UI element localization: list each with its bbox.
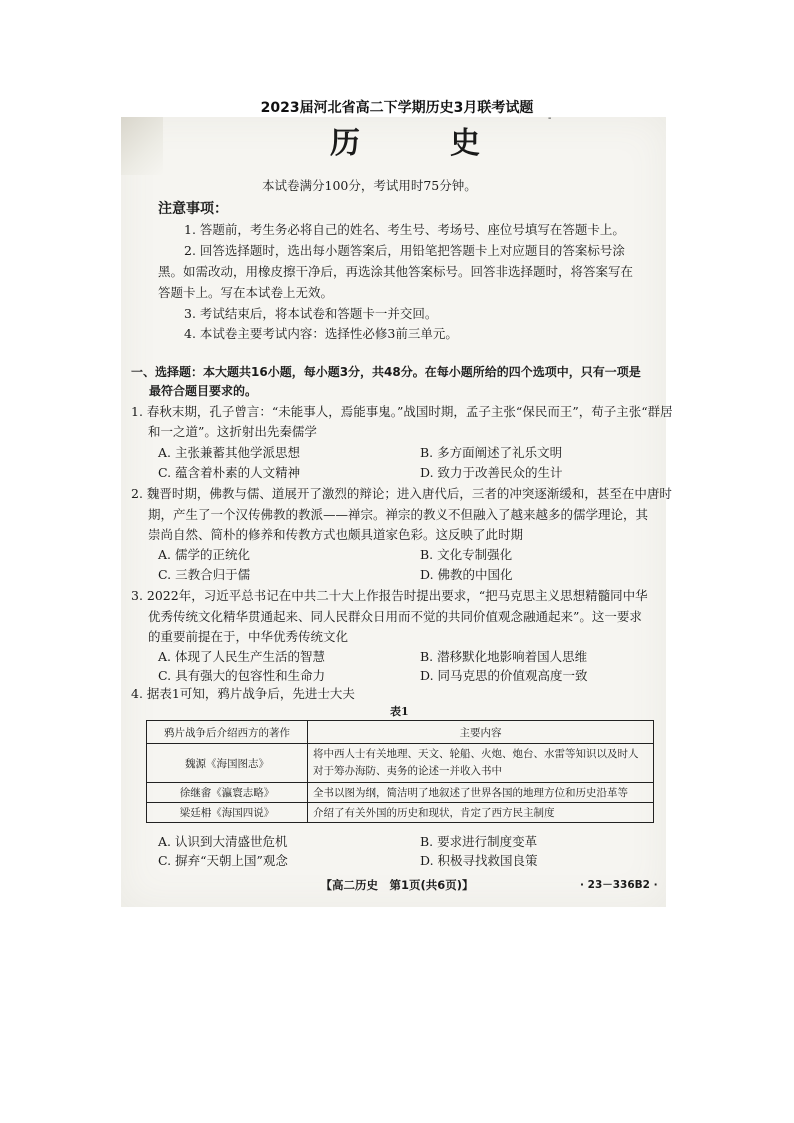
- notice-heading: 注意事项：: [158, 201, 228, 217]
- notice-line: 答题卡上。写在本试卷上无效。: [158, 285, 334, 300]
- question-text: 和一之道”。这折射出先秦儒学: [148, 424, 317, 439]
- option-d[interactable]: D. 致力于改善民众的生计: [420, 465, 563, 480]
- option-c[interactable]: C. 蕴含着朴素的人文精神: [158, 465, 301, 480]
- table-cell-content: 将中西人士有关地理、天文、轮船、火炮、炮台、水雷等知识以及时人对于筹办海防、夷务的论述一并收入书中: [308, 744, 654, 783]
- table-row: [147, 803, 654, 823]
- notice-line: 黑。如需改动，用橡皮擦干净后，再选涂其他答案标号。回答非选择题时，将答案写在: [158, 264, 634, 279]
- table-header: 主要内容: [308, 721, 654, 744]
- scan-corner-shadow: [121, 117, 163, 175]
- question-text: 2. 魏晋时期，佛教与儒、道展开了激烈的辩论；进入唐代后，三者的冲突逐渐缓和，甚至在中唐时: [131, 486, 672, 501]
- table-cell-book: 徐继畬《瀛寰志略》: [147, 783, 308, 803]
- table-row: [147, 744, 654, 783]
- question-text: 优秀传统文化精华贯通起来、同人民群众日用而不觉的共同价值观念融通起来”。这一要求: [148, 609, 642, 624]
- question-text: 的重要前提在于，中华优秀传统文化: [148, 629, 349, 644]
- notice-line: 2. 回答选择题时，选出每小题答案后，用铅笔把答题卡上对应题目的答案标号涂: [184, 243, 625, 258]
- question-text: 期，产生了一个汉传佛教的教派——禅宗。禅宗的教义不但融入了越来越多的儒学理论，其: [148, 507, 649, 522]
- table-1: [146, 720, 654, 823]
- question-text: 4. 据表1可知，鸦片战争后，先进士大夫: [131, 686, 355, 701]
- option-a[interactable]: A. 认识到大清盛世危机: [158, 834, 288, 849]
- table-header-row: [147, 721, 654, 744]
- section-heading-cont: 最符合题目要求的。: [149, 384, 258, 398]
- stray-mark: -: [548, 113, 552, 124]
- option-a[interactable]: A. 体现了人民生产生活的智慧: [158, 649, 325, 664]
- table-cell-book: 梁廷枏《海国四说》: [147, 803, 308, 823]
- question-text: 崇尚自然、简朴的修养和传教方式也颇具道家色彩。这反映了此时期: [148, 527, 524, 542]
- table-caption: 表1: [390, 705, 409, 718]
- option-c[interactable]: C. 具有强大的包容性和生命力: [158, 668, 326, 683]
- section-heading: 一、选择题：本大题共16小题，每小题3分，共48分。在每小题所给的四个选项中，只有一项是: [131, 365, 641, 379]
- notice-line: 3. 考试结束后，将本试卷和答题卡一并交回。: [184, 306, 438, 321]
- option-b[interactable]: B. 要求进行制度变革: [420, 834, 538, 849]
- score-note: 本试卷满分100分，考试用时75分钟。: [262, 178, 477, 193]
- option-a[interactable]: A. 主张兼蓄其他学派思想: [158, 445, 300, 460]
- notice-line: 4. 本试卷主要考试内容：选择性必修3前三单元。: [184, 326, 458, 341]
- question-text: 3. 2022年，习近平总书记在中共二十大上作报告时提出要求，“把马克思主义思想精髓同中华: [131, 588, 648, 603]
- option-b[interactable]: B. 文化专制强化: [420, 547, 513, 562]
- table-row: [147, 783, 654, 803]
- option-b[interactable]: B. 多方面阐述了礼乐文明: [420, 445, 563, 460]
- table-header: 鸦片战争后介绍西方的著作: [147, 721, 308, 744]
- question-text: 1. 春秋末期，孔子曾言：“未能事人，焉能事鬼。”战国时期，孟子主张“保民而王”，荀子主张“群居: [131, 404, 673, 419]
- option-d[interactable]: D. 同马克思的价值观高度一致: [420, 668, 588, 683]
- subject-title: 历 史: [330, 126, 480, 161]
- option-b[interactable]: B. 潜移默化地影响着国人思维: [420, 649, 588, 664]
- table-cell-content: 全书以图为纲，简洁明了地叙述了世界各国的地理方位和历史沿革等: [308, 783, 654, 803]
- document-title: 2023届河北省高二下学期历史3月联考试题: [260, 100, 534, 116]
- notice-line: 1. 答题前，考生务必将自己的姓名、考生号、考场号、座位号填写在答题卡上。: [184, 222, 625, 237]
- paper-code: · 23－336B2 ·: [580, 879, 658, 891]
- option-d[interactable]: D. 积极寻找救国良策: [420, 853, 538, 868]
- option-c[interactable]: C. 三教合归于儒: [158, 567, 251, 582]
- page-footer: 【高二历史 第1页(共6页)】: [320, 878, 474, 892]
- option-d[interactable]: D. 佛教的中国化: [420, 567, 513, 582]
- table-cell-content: 介绍了有关外国的历史和现状，肯定了西方民主制度: [308, 803, 654, 823]
- option-a[interactable]: A. 儒学的正统化: [158, 547, 250, 562]
- table-cell-book: 魏源《海国图志》: [147, 744, 308, 783]
- option-c[interactable]: C. 摒弃“天朝上国”观念: [158, 853, 288, 868]
